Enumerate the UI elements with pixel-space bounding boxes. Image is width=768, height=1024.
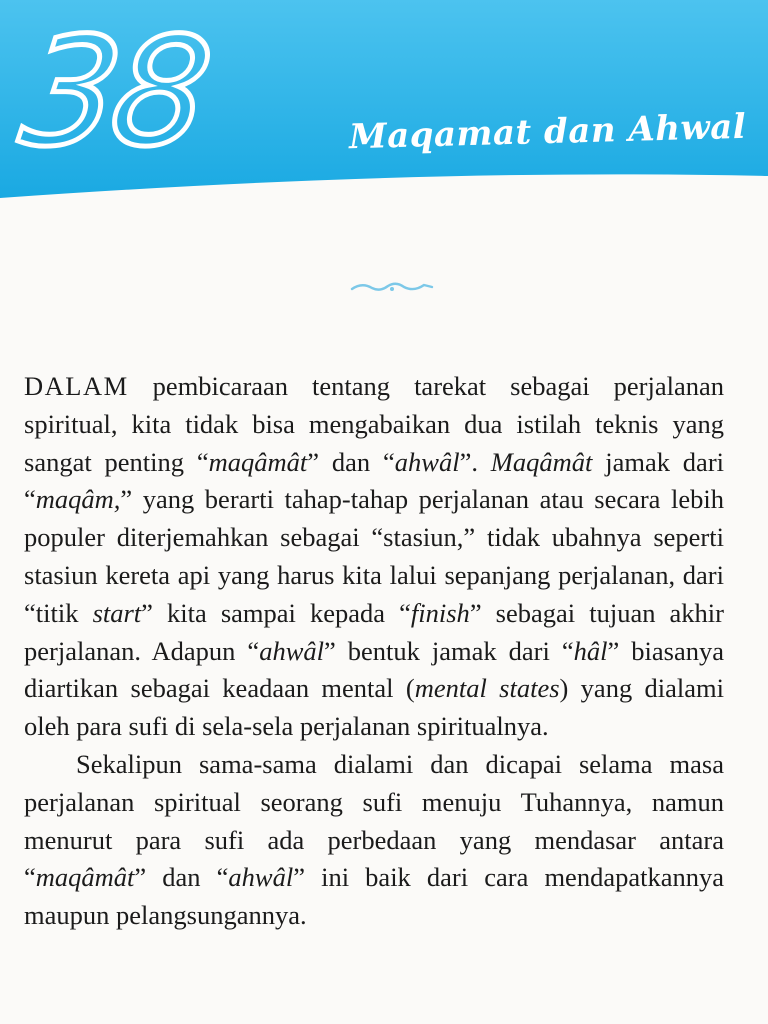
term-mental-states: mental states: [414, 673, 560, 704]
term-maqamat: Maqâmât: [490, 446, 593, 477]
term-maqam: maqâm,: [35, 484, 121, 515]
paragraph-1: DALAM pembicaraan tentang tarekat sebagai perjalanan spiritual, kita tidak bisa mengabaikan dua istilah teknis yang sangat penting “maqâmât” dan “ahwâl”. Maqâmât jamak dari “maqâm,” yang berarti tahap-tahap perjalanan atau secara lebih populer diterjemahkan sebagai “stasiun,” tidak ubahnya seperti stasiun kereta api yang harus kita lalui sepanjang perjalanan, dari “titik start” kita sampai kepada “finish” sebagai tujuan akhir perjalanan. Adapun “ahwâl” bentuk jamak dari “hâl” biasanya diartikan sebagai keadaan mental (mental states) yang dialami oleh para sufi di sela-sela perjalanan spiritualnya.: [24, 371, 725, 742]
paragraph-2: Sekalipun sama-sama dialami dan dicapai selama masa perjalanan spiritual seorang sufi menuju Tuhannya, namun menurut para sufi ada perbedaan yang mendasar antara “maqâmât” dan “ahwâl” ini baik dari cara mendapatkannya maupun pelangsungannya.: [24, 748, 724, 931]
body-text: [24, 368, 724, 935]
ornament-divider-icon: [350, 280, 434, 294]
chapter-title: Maqamat dan Ahwal: [348, 106, 747, 158]
term-hal: hâl: [573, 635, 608, 666]
term-ahwal: ahwâl: [259, 635, 324, 666]
chapter-number: 38: [11, 6, 216, 180]
term-maqamat: maqâmât: [35, 862, 135, 893]
term-ahwal: ahwâl: [394, 446, 460, 477]
drop-word: DALAM: [24, 371, 129, 401]
term-start: start: [92, 597, 142, 628]
term-ahwal: ahwâl: [228, 862, 294, 893]
term-finish: finish: [410, 597, 470, 628]
term-maqamat: maqâmât: [208, 446, 308, 477]
